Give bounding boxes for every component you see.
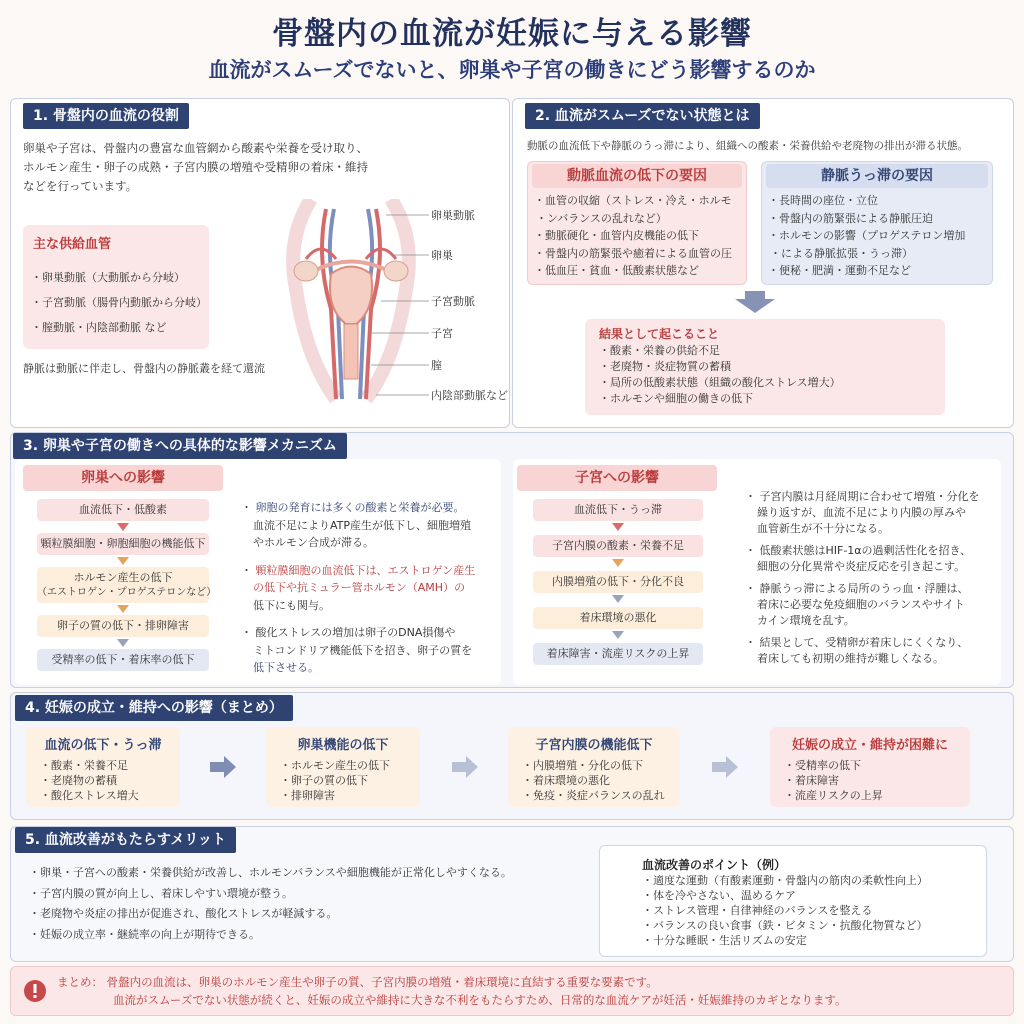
ovary-note [241,624,475,677]
summary-item: ・ 着床障害 [784,773,970,788]
venous-item: ・ 長時間の座位・立位 [768,192,992,210]
uterus-step: 内膜増殖の低下・分化不良 [533,571,703,593]
vessels-title: 主な供給血管 [33,237,112,252]
ovary-step: 卵子の質の低下・排卵障害 [37,615,209,637]
label-uterine-artery: 子宮動脈 [431,295,475,308]
conclusion-line-2: 血流がスムーズでない状態が続くと、妊娠の成立や維持に大きな不利をもたらすため、日常的な血流ケアが妊活・妊娠維持のカギとなります。 [113,993,847,1007]
venous-title: 静脈うっ滞の要因 [766,164,988,188]
right-arrow-icon [712,756,738,778]
vein-note: 静脈は動脈に伴走し、骨盤内の静脈叢を経て還流 [23,362,265,375]
benefit-item: ・ 妊娠の成立率・継続率の向上が期待できる。 [29,925,512,946]
venous-list [768,192,992,280]
point-item: ・ ストレス管理・自律神経のバランスを整える [642,903,928,918]
summary-item: ・ 排卵障害 [280,788,420,803]
summary-box-pregnancy [770,727,970,807]
arterial-item: ・ ンバランスの乱れなど） [534,210,746,228]
flow-arrow-icon [612,523,624,531]
uterus-step: 着床環境の悪化 [533,607,703,629]
arterial-item: ・ 血管の収縮（ストレス・冷え・ホルモ [534,192,746,210]
venous-item: ・ 骨盤内の筋緊張による静脈圧迫 [768,210,992,228]
ovary-note [241,562,475,615]
summary-list [784,758,970,803]
ovary-note-line: やホルモン合成が滞る。 [253,536,374,549]
result-box [585,319,945,415]
summary-item: ・ 老廃物の蓄積 [40,773,180,788]
page-title: 骨盤内の血流が妊娠に与える影響 [272,16,752,52]
section-5-panel [10,826,1014,962]
section-2-heading: 2. 血流がスムーズでない状態とは [525,103,760,129]
section-2-intro: 動脈の血流低下や静脈のうっ滞により、組織への酸素・栄養供給や老廃物の排出が滞る状態。 [527,140,968,152]
result-title: 結果として起こること [599,327,720,341]
label-vagina: 膣 [431,359,442,372]
result-item: ・ 酸素・栄養の供給不足 [599,343,841,359]
arterial-item: ・ 動脈硬化・血管内皮機能の低下 [534,227,746,245]
intro-line: 卵巣や子宮は、骨盤内の豊富な血管網から酸素や栄養を受け取り、 [23,141,368,155]
conclusion-box [10,966,1014,1016]
uterus-title: 子宮への影響 [517,465,717,491]
uterus-note-line: 子宮内膜は月経周期に合わせて増殖・分化を [759,490,980,503]
uterus-note-line: 静脈うっ滞による局所のうっ血・浮腫は、 [759,582,969,595]
ovary-note-line: 酸化ストレスの増加は卵子のDNA損傷や [255,626,456,639]
intro-line: ホルモン産生・卵子の成熟・子宮内膜の増殖や受精卵の着床・維持 [23,160,368,174]
summary-item: ・ 卵子の質の低下 [280,773,420,788]
intro-line: などを行っています。 [23,179,138,193]
summary-title: 妊娠の成立・維持が困難に [791,738,948,753]
ovary-note-line: 血流不足によりATP産生が低下し、細胞増殖 [253,518,472,532]
uterus-note-line: 繰り返すが、血流不足により内膜の厚みや [757,506,966,519]
result-item: ・ 局所の低酸素状態（組織の酸化ストレス増大） [599,375,841,391]
summary-list [40,758,180,803]
summary-item: ・ 受精率の低下 [784,758,970,773]
summary-title: 血流の低下・うっ滞 [44,738,162,753]
ovary-step [37,567,217,603]
flow-arrow-icon [612,595,624,603]
section-1-heading: 1. 骨盤内の血流の役割 [23,103,189,129]
section-4-heading: 4. 妊娠の成立・維持への影響（まとめ） [15,695,293,721]
ovary-note-line: の低下や抗ミュラー管ホルモン（AMH）の [253,581,466,594]
venous-item: ・ ホルモンの影響（プロゲステロン増加 [768,227,992,245]
right-arrow-icon [210,756,236,778]
ovary-panel [15,459,501,685]
point-item: ・ バランスの良い食事（鉄・ビタミン・抗酸化物質など） [642,918,928,933]
label-uterus: 子宮 [431,327,453,340]
summary-box-endometrium [508,727,680,807]
ovary-note [241,499,475,552]
summary-item: ・ 着床環境の悪化 [522,773,680,788]
summary-item: ・ 免疫・炎症バランスの乱れ [522,788,680,803]
summary-title: 卵巣機能の低下 [297,738,389,753]
summary-title: 子宮内膜の機能低下 [535,738,653,753]
uterus-note [745,581,980,629]
arterial-item: ・ 低血圧・貧血・低酸素状態など [534,262,746,280]
section-3-heading: 3. 卵巣や子宮の働きへの具体的な影響メカニズム [13,433,347,459]
section-1-intro [23,139,403,196]
summary-list [522,758,680,803]
result-list [599,343,841,407]
vessel-item: ・ 膣動脈・内陰部動脈 など [31,315,207,340]
right-arrow-icon [452,756,478,778]
uterus-note [745,489,980,537]
point-item: ・ 十分な睡眠・生活リズムの安定 [642,933,928,948]
uterus-note-line: カイン環境を乱す。 [757,614,855,627]
ovary-note-line: ミトコンドリア機能低下を招き、卵子の質を [253,643,473,657]
section-1-panel [10,98,510,428]
benefit-item: ・ 子宮内膜の質が向上し、着床しやすい環境が整う。 [29,884,512,905]
ovary-step: 顆粒膜細胞・卵胞細胞の機能低下 [37,533,209,555]
ovary-note-line: 低下させる。 [253,661,319,674]
flow-arrow-icon [612,559,624,567]
ovary-step: 血流低下・低酸素 [37,499,209,521]
ovary-step: 受精率の低下・着床率の低下 [37,649,209,671]
vessel-item: ・ 卵巣動脈（大動脈から分岐） [31,265,207,290]
summary-box-blood-flow [26,727,180,807]
conclusion-line-1: まとめ： 骨盤内の血流は、卵巣のホルモン産生や卵子の質、子宮内膜の増殖・着床環境に直結する重要な要素です。 [57,975,658,989]
summary-item: ・ ホルモン産生の低下 [280,758,420,773]
summary-list [280,758,420,803]
uterus-note-line: 低酸素状態はHIF-1αの過剰活性化を招き、 [759,544,972,557]
points-title: 血流改善のポイント（例） [642,858,787,872]
section-5-heading: 5. 血流改善がもたらすメリット [15,827,236,853]
vessel-item: ・ 子宮動脈（腸骨内動脈から分岐） [31,290,207,315]
flow-arrow-icon [117,605,129,613]
uterus-note-line: 着床に必要な免疫細胞のバランスやサイト [757,598,965,611]
result-item: ・ ホルモンや細胞の働きの低下 [599,391,841,407]
point-item: ・ 体を冷やさない、温めるケア [642,888,928,903]
ovary-step-line: （エストロゲン・プロゲステロンなど） [37,587,217,598]
uterus-note [745,635,980,667]
arterial-item: ・ 骨盤内の筋緊張や癒着による血管の圧 [534,245,746,263]
label-ovary: 卵巣 [431,249,453,262]
benefit-item: ・ 卵巣・子宮への酸素・栄養供給が改善し、ホルモンバランスや細胞機能が正常化しやすくなる。 [29,863,512,884]
uterus-note-line: 血管新生が不十分になる。 [757,522,889,535]
ovary-note-line: 卵胞の発育には多くの酸素と栄養が必要。 [255,501,465,514]
arterial-list [534,192,746,280]
summary-item: ・ 流産リスクの上昇 [784,788,970,803]
point-item: ・ 適度な運動（有酸素運動・骨盤内の筋肉の柔軟性向上） [642,873,928,888]
venous-item: ・ 便秘・肥満・運動不足など [768,262,992,280]
flow-arrow-icon [117,639,129,647]
section-2-panel [512,98,1014,428]
flow-arrow-icon [117,523,129,531]
page-subtitle: 血流がスムーズでないと、卵巣や子宮の働きにどう影響するのか [208,58,816,82]
uterus-note-line: 結果として、受精卵が着床しにくくなり、 [759,636,969,649]
uterus-notes [745,489,980,667]
summary-item: ・ 内膜増殖・分化の低下 [522,758,680,773]
flow-arrow-icon [612,631,624,639]
uterus-panel [513,459,1001,685]
down-arrow-icon [733,291,777,315]
result-item: ・ 老廃物・炎症物質の蓄積 [599,359,841,375]
alert-icon [23,979,47,1003]
vessels-list [31,265,207,340]
ovary-note-line: 低下にも関与。 [253,598,330,612]
venous-box [761,161,993,285]
summary-item: ・ 酸素・栄養不足 [40,758,180,773]
uterus-note-line: 細胞の分化異常や炎症反応を引き起こす。 [757,560,966,573]
venous-item: ・ による静脈拡張・うっ滞） [768,245,992,263]
ovary-title: 卵巣への影響 [23,465,223,491]
vessels-box [23,225,209,349]
points-box [599,845,987,957]
label-leader-lines [371,207,431,407]
points-list [642,873,928,948]
label-ovarian-artery: 卵巣動脈 [431,209,475,222]
uterus-step: 子宮内膜の酸素・栄養不足 [533,535,703,557]
ovary-note-line: 顆粒膜細胞の血流低下は、エストロゲン産生 [255,563,476,577]
arterial-box [527,161,747,285]
arterial-title: 動脈血流の低下の要因 [532,164,742,188]
uterus-note-line: 着床しても初期の維持が難しくなる。 [757,652,944,665]
uterus-step: 血流低下・うっ滞 [533,499,703,521]
flow-arrow-icon [117,557,129,565]
label-pudendal: 内陰部動脈など [431,389,508,402]
summary-item: ・ 酸化ストレス増大 [40,788,180,803]
uterus-note [745,543,980,575]
summary-box-ovary [266,727,420,807]
benefit-item: ・ 老廃物や炎症の排出が促進され、酸化ストレスが軽減する。 [29,904,512,925]
ovary-step-line: ホルモン産生の低下 [73,571,173,584]
benefits-list [29,863,512,945]
ovary-notes [241,499,475,677]
uterus-step: 着床障害・流産リスクの上昇 [533,643,703,665]
section-3-panel [10,432,1014,688]
